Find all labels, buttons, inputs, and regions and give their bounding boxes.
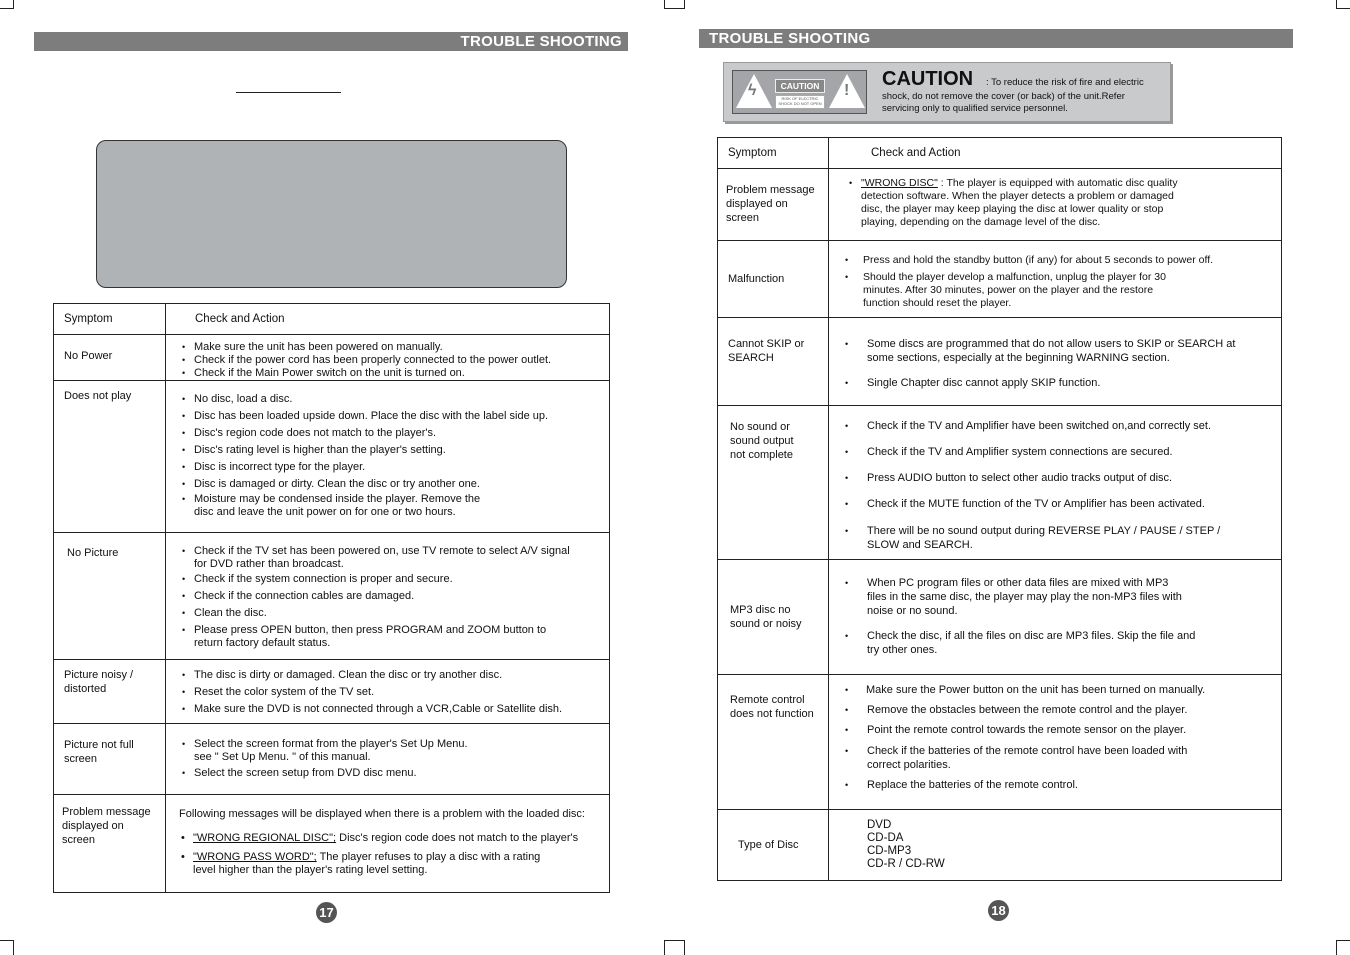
action-list bbox=[166, 341, 609, 380]
action-item: • Make sure the Power button on the unit has been turned on manually. bbox=[829, 684, 1281, 697]
header-action: Check and Action bbox=[829, 138, 1282, 169]
wrong-disc-message: • "WRONG DISC" : The player is equipped with automatic disc quality detection software. When the player detects a problem or damaged disc, the player may keep playing the disc at lower quality or stop playing, depending on the damage level of the disc. bbox=[849, 177, 1178, 228]
action-item: • Replace the batteries of the remote control. bbox=[829, 779, 1281, 792]
action-item: • Check if the TV and Amplifier have been switched on,and correctly set. bbox=[829, 420, 1281, 433]
action-list bbox=[829, 254, 1214, 310]
action-item: • Moisture may be condensed inside the player. Remove the disc and leave the unit power on for one or two hours. bbox=[166, 493, 494, 519]
caution-text-2: shock, do not remove the cover (or back) of the unit.Refer servicing only to qualified service personnel. bbox=[882, 91, 1125, 114]
action-list bbox=[166, 393, 549, 519]
header-symptom: Symptom bbox=[54, 304, 166, 335]
header-symptom: Symptom bbox=[718, 138, 829, 169]
symptom-cell: Cannot SKIP or SEARCH bbox=[718, 318, 829, 406]
action-item: • Please press OPEN button, then press PROGRAM and ZOOM button to return factory default status. bbox=[166, 624, 554, 650]
disc-type: CD-R / CD-RW bbox=[867, 858, 945, 870]
page-banner-right: TROUBLE SHOOTING bbox=[699, 29, 1293, 48]
title-underline bbox=[236, 92, 341, 93]
action-list bbox=[829, 576, 1281, 657]
caution-label bbox=[775, 79, 825, 109]
message-code: "WRONG REGIONAL DISC"; bbox=[193, 832, 337, 844]
action-item: • The disc is dirty or damaged. Clean the disc or try another disc. bbox=[166, 669, 609, 682]
symptom-cell: Picture not full screen bbox=[54, 724, 166, 795]
crop-mark bbox=[0, 940, 14, 955]
crop-mark bbox=[1336, 0, 1350, 9]
message-item: • "WRONG PASS WORD"; The player refuses to play a disc with a rating level higher than the player's rating level setting. bbox=[181, 851, 541, 876]
message-item: • "WRONG REGIONAL DISC"; Disc's region code does not match to the player's bbox=[181, 832, 579, 844]
action-item: • Check if the system connection is proper and secure. bbox=[166, 573, 576, 586]
action-item: • Make sure the DVD is not connected through a VCR,Cable or Satellite dish. bbox=[166, 703, 609, 716]
action-item: • Check if the batteries of the remote control have been loaded with correct polarities. bbox=[829, 744, 1207, 772]
symptom-text: Problem message displayed on screen bbox=[62, 806, 151, 846]
action-list bbox=[829, 337, 1281, 390]
action-item: • Press AUDIO button to select other audio tracks output of disc. bbox=[829, 472, 1281, 485]
action-item: • Check if the TV and Amplifier system connections are secured. bbox=[829, 446, 1281, 459]
caution-badge-label: CAUTION bbox=[775, 79, 825, 93]
action-list bbox=[166, 545, 576, 650]
symptom-cell: No Power bbox=[54, 335, 166, 381]
action-list bbox=[829, 684, 1281, 792]
action-item: • Disc is damaged or dirty. Clean the disc or try another one. bbox=[166, 478, 506, 491]
disc-type: DVD bbox=[867, 819, 892, 831]
page-number-17: 17 bbox=[316, 902, 337, 923]
symptom-cell: No Picture bbox=[54, 533, 166, 660]
action-item: • No disc, load a disc. bbox=[166, 393, 506, 406]
messages-intro: Following messages will be displayed when there is a problem with the loaded disc: bbox=[179, 808, 585, 820]
action-item: • Point the remote control towards the remote sensor on the player. bbox=[829, 724, 1281, 737]
message-code: "WRONG DISC" bbox=[861, 177, 938, 189]
troubleshooting-table-right bbox=[717, 137, 1282, 881]
action-item: • Disc has been loaded upside down. Place the disc with the label side up. bbox=[166, 410, 506, 423]
action-list bbox=[166, 669, 609, 716]
action-item: • Disc's region code does not match to the player's. bbox=[166, 427, 506, 440]
action-item: • Check if the connection cables are damaged. bbox=[166, 590, 576, 603]
action-item: • Disc is incorrect type for the player. bbox=[166, 461, 506, 474]
symptom-cell: No sound or sound output not complete bbox=[718, 406, 829, 560]
symptom-cell bbox=[718, 169, 829, 241]
action-item: • Check if the MUTE function of the TV or Amplifier has been activated. bbox=[829, 498, 1281, 511]
caution-badge-small: RISK OF ELECTRIC SHOCK DO NOT OPEN bbox=[775, 95, 825, 109]
symptom-cell: Type of Disc bbox=[718, 810, 829, 881]
caution-box bbox=[723, 62, 1171, 122]
disc-type: CD-MP3 bbox=[867, 845, 912, 857]
crop-mark bbox=[664, 940, 685, 955]
action-item: • Make sure the unit has been powered on manually. bbox=[166, 341, 609, 354]
action-item: • Check if the TV set has been powered on, use TV remote to select A/V signal for DVD rather than broadcast. bbox=[166, 545, 576, 571]
action-item: • Reset the color system of the TV set. bbox=[166, 686, 609, 699]
symptom-cell: Picture noisy / distorted bbox=[54, 660, 166, 724]
symptom-text: Problem message displayed on screen bbox=[726, 184, 815, 224]
disc-type: CD-DA bbox=[867, 832, 904, 844]
crop-mark bbox=[0, 0, 14, 9]
page-number-18: 18 bbox=[988, 900, 1009, 921]
symptom-cell bbox=[54, 795, 166, 893]
action-item: • Press and hold the standby button (if any) for about 5 seconds to power off. bbox=[829, 254, 1209, 267]
message-text: : The player is equipped with automatic disc quality detection software. When the player detects a problem or damaged disc, the player may keep playing the disc at lower quality or stop playing, depending on the damage level of the disc. bbox=[861, 177, 1178, 228]
symptom-cell: Does not play bbox=[54, 381, 166, 533]
action-item: • Should the player develop a malfunction, unplug the player for 30 minutes. After 30 minutes, power on the player and the restore function should reset the player. bbox=[829, 271, 1183, 310]
action-item: • Clean the disc. bbox=[166, 607, 576, 620]
action-item: • Check if the power cord has been properly connected to the power outlet. bbox=[166, 354, 609, 367]
crop-mark bbox=[664, 0, 685, 9]
action-item: • Select the screen setup from DVD disc menu. bbox=[166, 767, 476, 780]
action-item: • Check the disc, if all the files on disc are MP3 files. Skip the file and try other ones. bbox=[829, 629, 1207, 657]
exclamation-warning-icon: ! bbox=[829, 74, 865, 108]
action-list bbox=[166, 738, 476, 780]
action-item: • Single Chapter disc cannot apply SKIP function. bbox=[829, 377, 1281, 390]
action-item: • Select the screen format from the player's Set Up Menu. see " Set Up Menu. " of this manual. bbox=[166, 738, 476, 764]
message-text: The player refuses to play a disc with a rating level higher than the player's rating level setting. bbox=[193, 851, 541, 876]
caution-text-1: : To reduce the risk of fire and electric bbox=[986, 77, 1144, 88]
action-item: • Check if the Main Power switch on the unit is turned on. bbox=[166, 367, 609, 380]
lightning-warning-icon: ϟ bbox=[736, 74, 772, 108]
message-code: "WRONG PASS WORD"; bbox=[193, 851, 317, 863]
symptom-cell: Malfunction bbox=[718, 241, 829, 318]
symptom-cell: MP3 disc no sound or noisy bbox=[718, 560, 829, 675]
action-item: • Some discs are programmed that do not allow users to SKIP or SEARCH at some sections, especially at the beginning WARNING section. bbox=[829, 337, 1257, 365]
header-action: Check and Action bbox=[166, 304, 610, 335]
gray-notice-box bbox=[96, 140, 567, 288]
action-item: • When PC program files or other data files are mixed with MP3 files in the same disc, the player may play the non-MP3 files with noise or no sound. bbox=[829, 576, 1187, 618]
message-text: Disc's region code does not match to the player's bbox=[339, 832, 579, 844]
troubleshooting-table-left bbox=[53, 303, 610, 893]
crop-mark bbox=[1336, 940, 1350, 955]
caution-title: CAUTION bbox=[882, 68, 974, 90]
symptom-cell: Remote control does not function bbox=[718, 675, 829, 810]
page-banner-left: TROUBLE SHOOTING bbox=[34, 32, 628, 51]
action-item: • There will be no sound output during REVERSE PLAY / PAUSE / STEP / SLOW and SEARCH. bbox=[829, 524, 1247, 552]
caution-badge bbox=[732, 70, 867, 114]
action-item: • Disc's rating level is higher than the player's setting. bbox=[166, 444, 506, 457]
action-item: • Remove the obstacles between the remote control and the player. bbox=[829, 704, 1281, 717]
action-list bbox=[829, 420, 1281, 552]
